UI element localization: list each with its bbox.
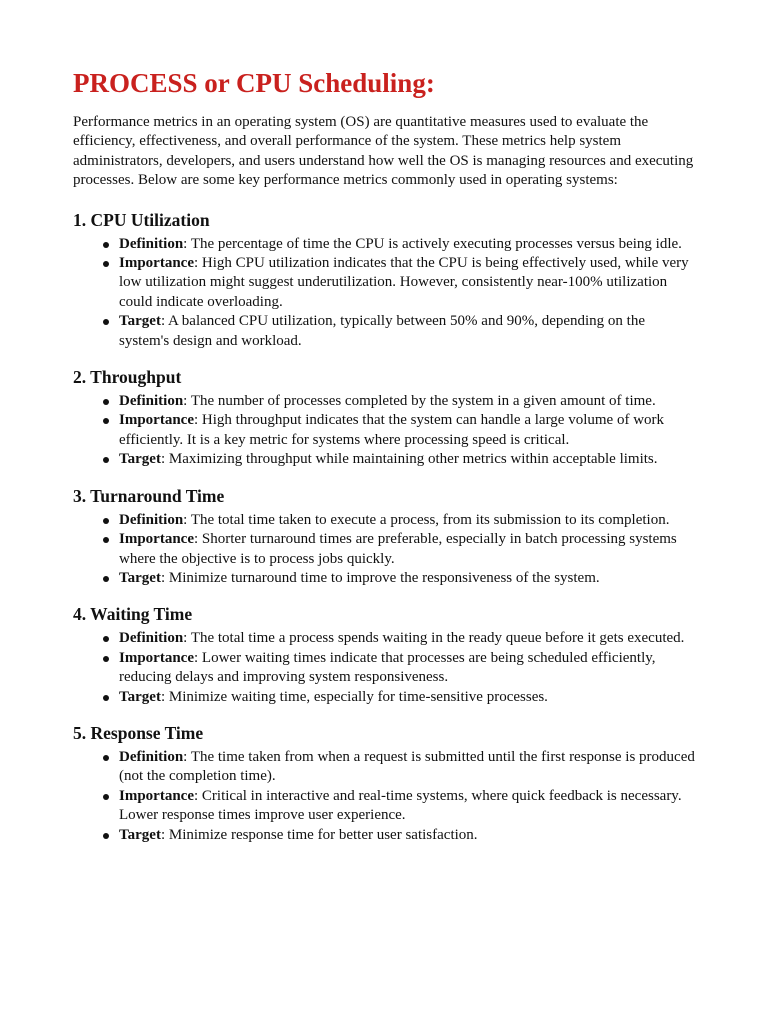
- list-item: [119, 511, 698, 530]
- list-item: [119, 411, 698, 450]
- page-title: PROCESS or CPU Scheduling:: [73, 68, 435, 98]
- bullet-term: Target: [119, 826, 161, 843]
- bullet-term: Definition: [119, 511, 184, 528]
- bullet-term: Importance: [119, 412, 194, 429]
- intro-paragraph: Performance metrics in an operating system (OS) are quantitative measures used to evaluate the efficiency, effectiveness, and overall performance of the system. These metrics help system administrators, developers, and users understand how well the OS is managing resources and executing processes. Below are some key performance metrics commonly used in operating systems:: [73, 114, 694, 189]
- bullet-term: Importance: [119, 787, 194, 804]
- bullet-text: : The total time taken to execute a process, from its submission to its completion.: [183, 511, 670, 528]
- list-item: [119, 392, 698, 411]
- list-item: [119, 649, 698, 688]
- bullet-text: : Lower waiting times indicate that processes are being scheduled efficiently, reducing delays and improving system responsiveness.: [119, 649, 656, 686]
- list-item: [119, 312, 698, 351]
- bullet-list: [73, 511, 698, 589]
- list-item: [119, 748, 698, 787]
- bullet-term: Importance: [119, 649, 194, 666]
- section-heading: 3. Turnaround Time: [73, 485, 225, 506]
- list-item: [119, 569, 698, 588]
- bullet-term: Target: [119, 451, 161, 468]
- list-item: [119, 235, 698, 254]
- bullet-text: : High CPU utilization indicates that the CPU is being effectively used, while very low utilization might suggest underutilization. However, consistently near-100% utilization could indicate overloading.: [119, 255, 689, 310]
- bullet-list: [73, 629, 698, 707]
- bullet-text: : The time taken from when a request is submitted until the first response is produced (not the completion time).: [119, 748, 695, 785]
- bullet-term: Definition: [119, 235, 184, 252]
- bullet-text: : The number of processes completed by the system in a given amount of time.: [183, 393, 656, 410]
- bullet-term: Target: [119, 569, 161, 586]
- bullet-text: : Minimize waiting time, especially for time-sensitive processes.: [160, 688, 548, 705]
- bullet-term: Importance: [119, 531, 194, 548]
- section-throughput: [73, 365, 698, 470]
- bullet-text: : Minimize turnaround time to improve the responsiveness of the system.: [160, 569, 600, 586]
- bullet-list: [73, 235, 698, 351]
- bullet-text: : A balanced CPU utilization, typically between 50% and 90%, depending on the system's design and workload.: [119, 313, 646, 349]
- bullet-term: Target: [119, 313, 161, 330]
- list-item: [119, 530, 698, 569]
- bullet-text: : Critical in interactive and real-time systems, where quick feedback is necessary. Lower response times improve user experience.: [119, 787, 682, 824]
- bullet-text: : The total time a process spends waiting in the ready queue before it gets executed.: [183, 630, 685, 647]
- section-turnaround-time: [73, 484, 698, 589]
- bullet-text: : Maximizing throughput while maintaining other metrics within acceptable limits.: [160, 451, 658, 468]
- list-item: [119, 688, 698, 707]
- bullet-term: Importance: [119, 255, 194, 272]
- bullet-text: : Minimize response time for better user satisfaction.: [160, 826, 478, 843]
- bullet-term: Definition: [119, 748, 184, 765]
- section-heading: 2. Throughput: [73, 367, 182, 388]
- list-item: [119, 826, 698, 845]
- list-item: [119, 254, 698, 312]
- section-heading: 5. Response Time: [73, 722, 204, 743]
- section-cpu-utilization: [73, 208, 698, 351]
- bullet-term: Definition: [119, 630, 184, 647]
- list-item: [119, 450, 698, 469]
- bullet-list: [73, 392, 698, 470]
- bullet-text: : High throughput indicates that the system can handle a large volume of work efficiently. It is a key metric for systems where processing speed is critical.: [119, 412, 665, 448]
- section-waiting-time: [73, 602, 698, 707]
- bullet-text: : The percentage of time the CPU is actively executing processes versus being idle.: [183, 235, 682, 252]
- bullet-list: [73, 748, 698, 845]
- section-heading: 4. Waiting Time: [73, 604, 193, 625]
- bullet-term: Target: [119, 688, 161, 705]
- section-heading: 1. CPU Utilization: [73, 209, 210, 230]
- list-item: [119, 629, 698, 648]
- bullet-term: Definition: [119, 393, 184, 410]
- bullet-text: : Shorter turnaround times are preferable, especially in batch processing systems where the objective is to process jobs quickly.: [119, 531, 677, 567]
- list-item: [119, 787, 698, 826]
- section-response-time: [73, 721, 698, 845]
